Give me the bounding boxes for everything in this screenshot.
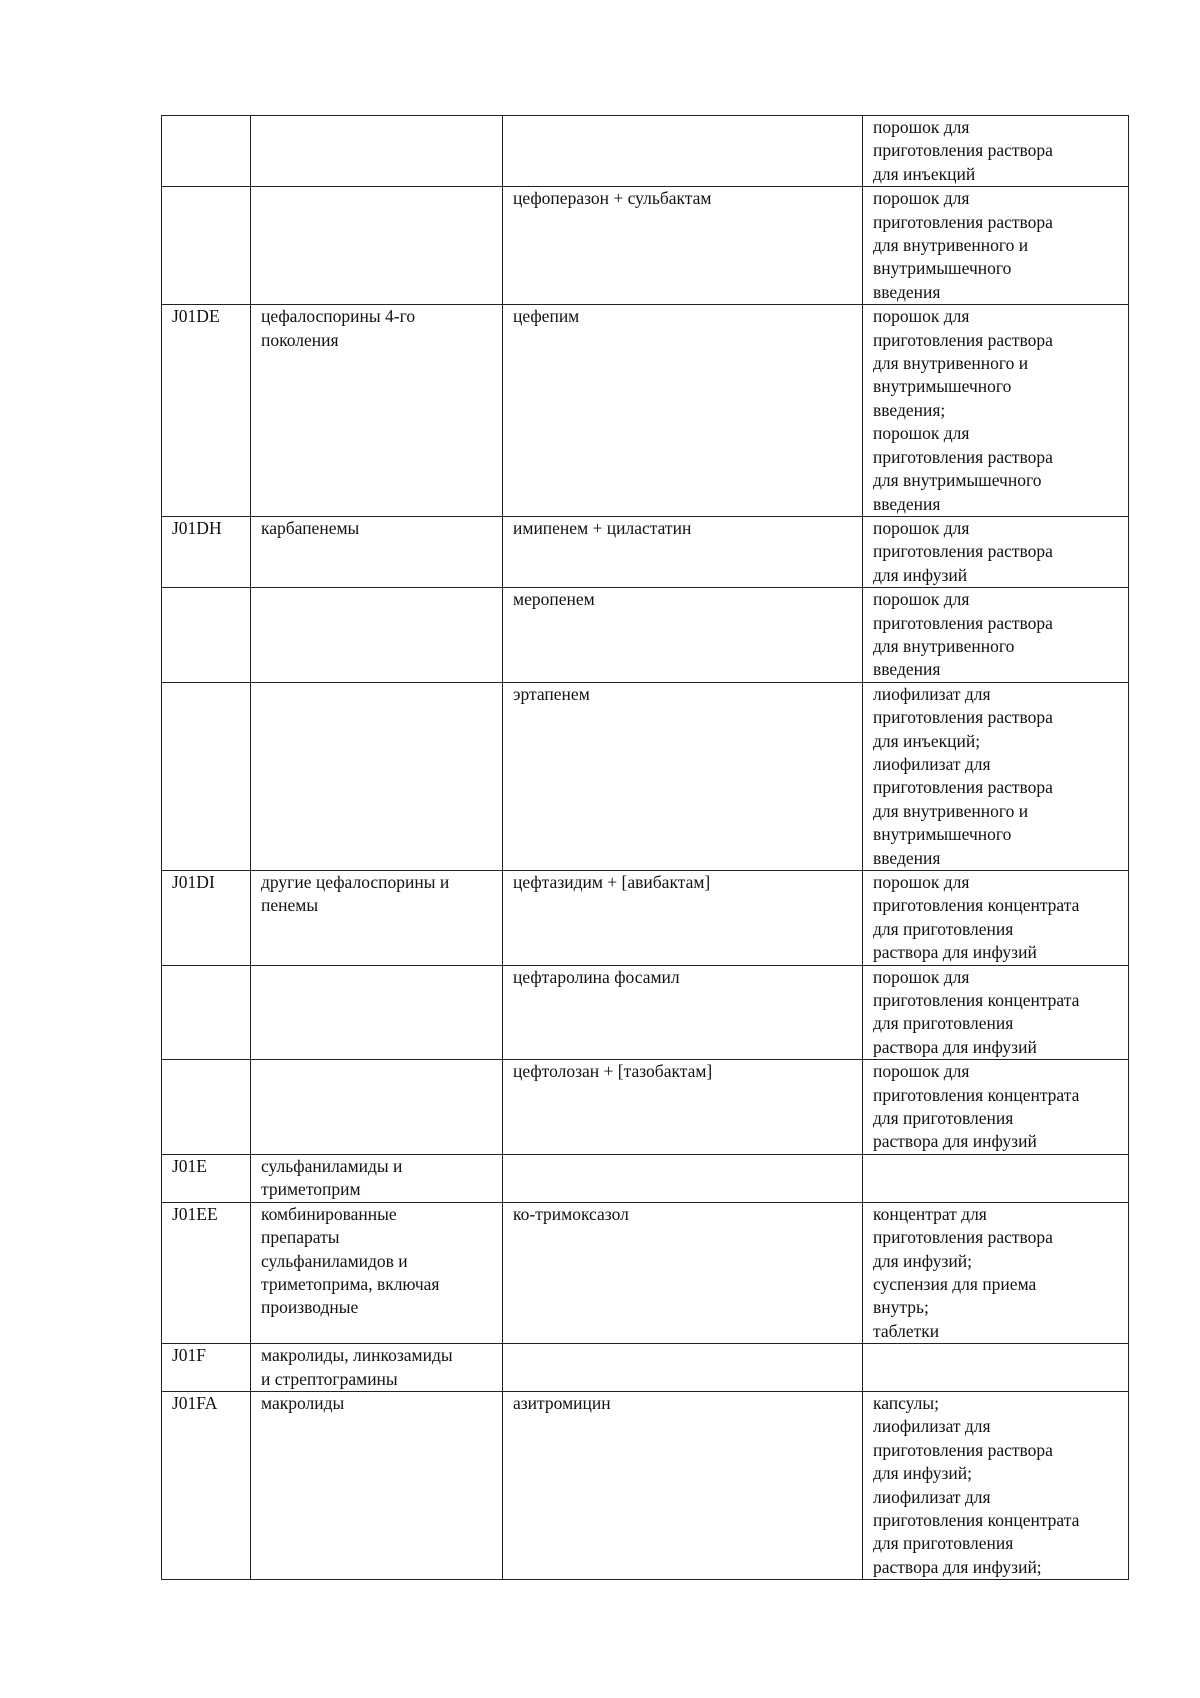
group-cell bbox=[251, 682, 503, 870]
dosage-form-cell: капсулы; лиофилизат для приготовления раствора для инфузий; лиофилизат для приготовления концентрата для приготовления раствора для инфузий; bbox=[863, 1391, 1129, 1579]
group-cell: макролиды bbox=[251, 1391, 503, 1579]
dosage-form-cell: порошок для приготовления раствора для внутривенного введения bbox=[863, 588, 1129, 683]
atc-code-cell bbox=[162, 965, 251, 1060]
drug-name-cell: цефтолозан + [тазобактам] bbox=[503, 1060, 863, 1155]
table-row bbox=[162, 682, 1129, 870]
dosage-form-cell: порошок для приготовления концентрата для приготовления раствора для инфузий bbox=[863, 1060, 1129, 1155]
group-cell bbox=[251, 187, 503, 305]
table-row bbox=[162, 1202, 1129, 1343]
atc-code-cell bbox=[162, 187, 251, 305]
table-row bbox=[162, 871, 1129, 966]
atc-code-cell bbox=[162, 116, 251, 187]
table-row bbox=[162, 1344, 1129, 1392]
atc-code-cell: J01E bbox=[162, 1154, 251, 1202]
table-row bbox=[162, 1391, 1129, 1579]
dosage-form-cell: порошок для приготовления раствора для внутривенного и внутримышечного введения bbox=[863, 187, 1129, 305]
group-cell: макролиды, линкозамиды и стрептограмины bbox=[251, 1344, 503, 1392]
dosage-form-cell: порошок для приготовления концентрата для приготовления раствора для инфузий bbox=[863, 965, 1129, 1060]
drug-name-cell: ко-тримоксазол bbox=[503, 1202, 863, 1343]
atc-code-cell: J01DE bbox=[162, 305, 251, 517]
group-cell: другие цефалоспорины и пенемы bbox=[251, 871, 503, 966]
group-cell bbox=[251, 1060, 503, 1155]
dosage-form-cell: концентрат для приготовления раствора для инфузий; суспензия для приема внутрь; таблетки bbox=[863, 1202, 1129, 1343]
table-row bbox=[162, 305, 1129, 517]
table-row bbox=[162, 588, 1129, 683]
atc-code-cell: J01EE bbox=[162, 1202, 251, 1343]
drug-name-cell: цефепим bbox=[503, 305, 863, 517]
drug-name-cell bbox=[503, 116, 863, 187]
group-cell: сульфаниламиды и триметоприм bbox=[251, 1154, 503, 1202]
table-row bbox=[162, 1154, 1129, 1202]
table-row bbox=[162, 965, 1129, 1060]
dosage-form-cell: порошок для приготовления раствора для внутривенного и внутримышечного введения; порошок для приготовления раствора для внутримышечного введения bbox=[863, 305, 1129, 517]
drug-name-cell bbox=[503, 1154, 863, 1202]
dosage-form-cell bbox=[863, 1154, 1129, 1202]
group-cell: карбапенемы bbox=[251, 516, 503, 587]
dosage-form-cell: порошок для приготовления раствора для инфузий bbox=[863, 516, 1129, 587]
drug-name-cell: азитромицин bbox=[503, 1391, 863, 1579]
drug-name-cell: цефтаролина фосамил bbox=[503, 965, 863, 1060]
table-row bbox=[162, 187, 1129, 305]
atc-code-cell: J01DH bbox=[162, 516, 251, 587]
atc-code-cell: J01DI bbox=[162, 871, 251, 966]
drug-name-cell bbox=[503, 1344, 863, 1392]
table-row bbox=[162, 1060, 1129, 1155]
dosage-form-cell bbox=[863, 1344, 1129, 1392]
drug-table bbox=[161, 115, 1129, 1580]
dosage-form-cell: порошок для приготовления концентрата для приготовления раствора для инфузий bbox=[863, 871, 1129, 966]
atc-code-cell: J01F bbox=[162, 1344, 251, 1392]
drug-name-cell: цефоперазон + сульбактам bbox=[503, 187, 863, 305]
atc-code-cell bbox=[162, 682, 251, 870]
drug-name-cell: имипенем + циластатин bbox=[503, 516, 863, 587]
table-row bbox=[162, 516, 1129, 587]
drug-name-cell: меропенем bbox=[503, 588, 863, 683]
table-row bbox=[162, 116, 1129, 187]
group-cell bbox=[251, 965, 503, 1060]
dosage-form-cell: порошок для приготовления раствора для инъекций bbox=[863, 116, 1129, 187]
group-cell: комбинированные препараты сульфаниламидов и триметоприма, включая производные bbox=[251, 1202, 503, 1343]
group-cell bbox=[251, 116, 503, 187]
drug-name-cell: эртапенем bbox=[503, 682, 863, 870]
dosage-form-cell: лиофилизат для приготовления раствора для инъекций; лиофилизат для приготовления раствора для внутривенного и внутримышечного введения bbox=[863, 682, 1129, 870]
group-cell bbox=[251, 588, 503, 683]
atc-code-cell bbox=[162, 1060, 251, 1155]
group-cell: цефалоспорины 4-го поколения bbox=[251, 305, 503, 517]
drug-name-cell: цефтазидим + [авибактам] bbox=[503, 871, 863, 966]
atc-code-cell: J01FA bbox=[162, 1391, 251, 1579]
atc-code-cell bbox=[162, 588, 251, 683]
